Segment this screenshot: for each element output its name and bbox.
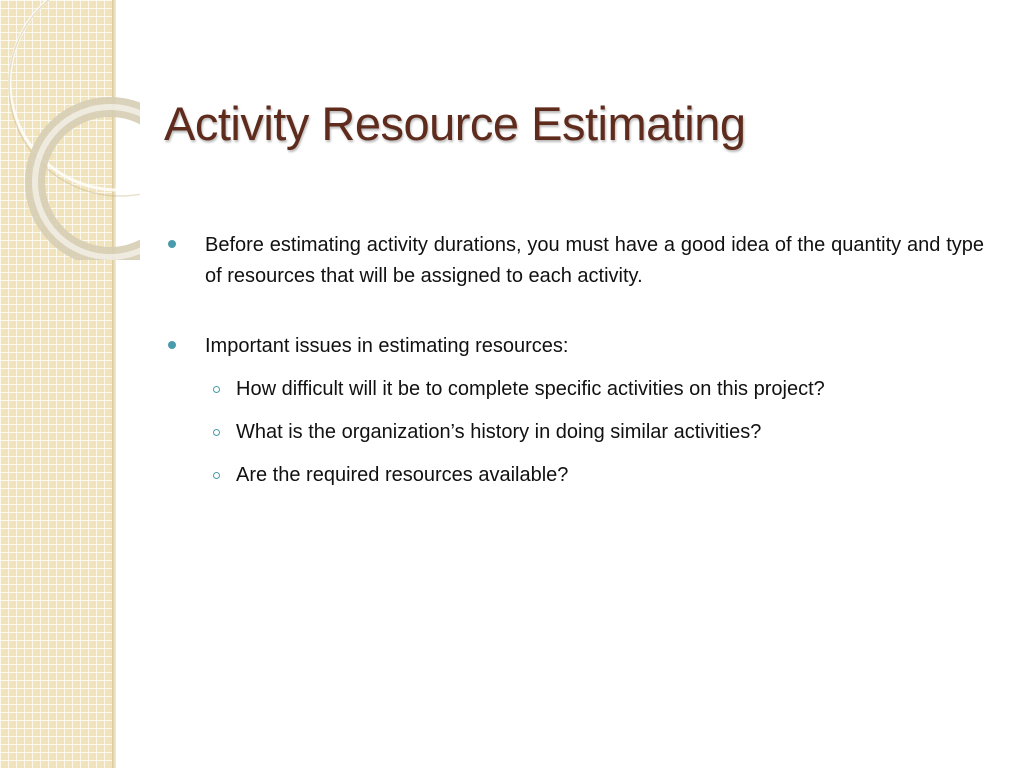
sub-bullet-item [205, 460, 984, 491]
bullet-text: Important issues in estimating resources: [205, 335, 569, 357]
bullet-list [168, 230, 984, 491]
decorative-circles [0, 0, 140, 260]
sub-bullet-list [205, 374, 984, 491]
sub-bullet-circle-icon [213, 472, 220, 479]
bullet-text: Before estimating activity durations, you must have a good idea of the quantity and type of resources that will be assigned to each activity. [205, 234, 984, 287]
sub-bullet-circle-icon [213, 429, 220, 436]
sub-bullet-text: What is the organization’s history in doing similar activities? [236, 421, 762, 443]
sub-bullet-item [205, 417, 984, 448]
bullet-item [168, 230, 984, 292]
slide-title: Activity Resource Estimating [164, 97, 746, 150]
bullet-dot-icon [168, 341, 176, 349]
sub-bullet-text: Are the required resources available? [236, 464, 569, 486]
sub-bullet-text: How difficult will it be to complete specific activities on this project? [236, 378, 825, 400]
sub-bullet-item [205, 374, 984, 405]
bullet-item [168, 331, 984, 491]
sub-bullet-circle-icon [213, 386, 220, 393]
slide-body [168, 230, 984, 503]
bullet-dot-icon [168, 240, 176, 248]
